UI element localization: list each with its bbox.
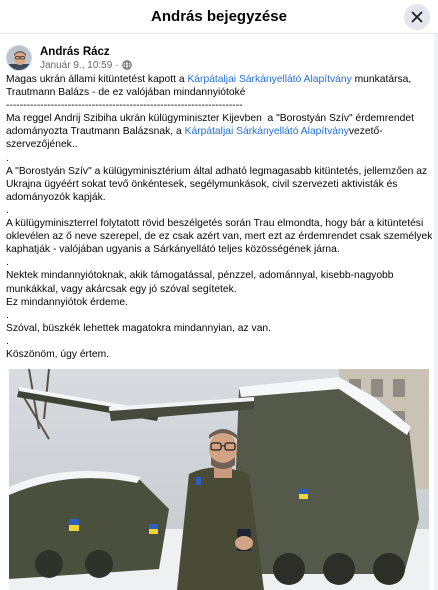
dialog-header bbox=[0, 0, 438, 34]
post-text-segment: A "Borostyán Szív" a külügyminisztérium által adható legmagasabb kitüntetés, jellemzően az Ukrajna ügyéért sokat tevő önkéntesek, segélymunkások, civil szervezeti aktivisták és adományozók kapják. bbox=[6, 165, 430, 203]
post-text-segment: vezető-szervezőjének.. bbox=[6, 126, 383, 151]
post-photo-image bbox=[9, 369, 429, 590]
page-link[interactable]: Kárpátaljai Sárkányellátó Alapítvány bbox=[184, 126, 349, 138]
post-paragraph bbox=[6, 322, 434, 335]
close-button[interactable] bbox=[404, 4, 430, 30]
post-text-segment: Magas ukrán állami kitüntetést kapott a bbox=[6, 74, 188, 85]
meta-separator: · bbox=[115, 59, 119, 71]
post-paragraph bbox=[6, 335, 434, 348]
post-text-segment: Nektek mindannyiótoknak, akik támogatással, pénzzel, adománnyal, kisebb-nagyobb munkákkal, vagy akárcsak egy jó szóval segítetek. bbox=[6, 270, 397, 295]
post-meta bbox=[40, 59, 132, 72]
page-link[interactable]: Kárpátaljai Sárkányellátó Alapítvány bbox=[187, 74, 352, 85]
dialog-title: András bejegyzése bbox=[151, 8, 287, 25]
post-paragraph bbox=[6, 309, 434, 322]
avatar-image bbox=[7, 46, 32, 71]
post-text-segment: Ma reggel Andrij Szibiha ukrán külügyminiszter Kijevben a "Borostyán Szív" érdemrendet adományozta Trautmann Balázsnak, a bbox=[6, 113, 417, 138]
post-text-segment: . bbox=[6, 335, 9, 347]
post-paragraph bbox=[6, 256, 434, 269]
post-text bbox=[6, 73, 434, 361]
post-paragraph bbox=[6, 204, 434, 217]
post-text-segment: . bbox=[6, 204, 9, 216]
post-text-segment: Szóval, büszkék lehettek magatokra mindannyian, az van. bbox=[6, 322, 272, 334]
scrollbar-track[interactable] bbox=[434, 34, 438, 590]
avatar[interactable] bbox=[6, 45, 32, 71]
post-paragraph bbox=[6, 348, 434, 361]
post-paragraph bbox=[6, 73, 434, 99]
post-paragraph bbox=[6, 152, 434, 165]
globe-icon bbox=[122, 60, 132, 70]
post-paragraph bbox=[6, 99, 434, 112]
post-paragraph bbox=[6, 165, 434, 204]
close-icon bbox=[411, 11, 423, 23]
post-text-segment: Ez mindannyiótok érdeme. bbox=[6, 296, 128, 308]
post-text-segment: --------------------------------------------------------------------- bbox=[6, 100, 243, 112]
post-text-segment: munkatársa, Trautmann Balázs - de ez valójában mindannyiótoké bbox=[6, 74, 414, 99]
post-date[interactable]: Január 9., 10:59 bbox=[40, 59, 113, 71]
author-name[interactable]: András Rácz bbox=[40, 45, 110, 58]
post-text-segment: A külügyminiszterrel folytatott rövid beszélgetés során Trau elmondta, hogy bár a kitüntetési oklevélen az ő neve szerepel, de ez csak azért van, mert ezt az érdemrendet csak személyek kaphatják - valójában ugyanis a Sárkányellátó teljes közösségének járna. bbox=[6, 218, 433, 256]
post-text-segment: . bbox=[6, 257, 9, 269]
post-text-segment: Köszönöm, úgy értem. bbox=[6, 348, 110, 360]
post-paragraph bbox=[6, 112, 434, 151]
post-paragraph bbox=[6, 296, 434, 309]
post-text-segment: . bbox=[6, 309, 9, 321]
post-paragraph bbox=[6, 269, 434, 295]
post-text-segment: . bbox=[6, 152, 9, 164]
post-photo[interactable] bbox=[9, 369, 429, 590]
post-paragraph bbox=[6, 217, 434, 256]
post-header bbox=[6, 43, 132, 73]
